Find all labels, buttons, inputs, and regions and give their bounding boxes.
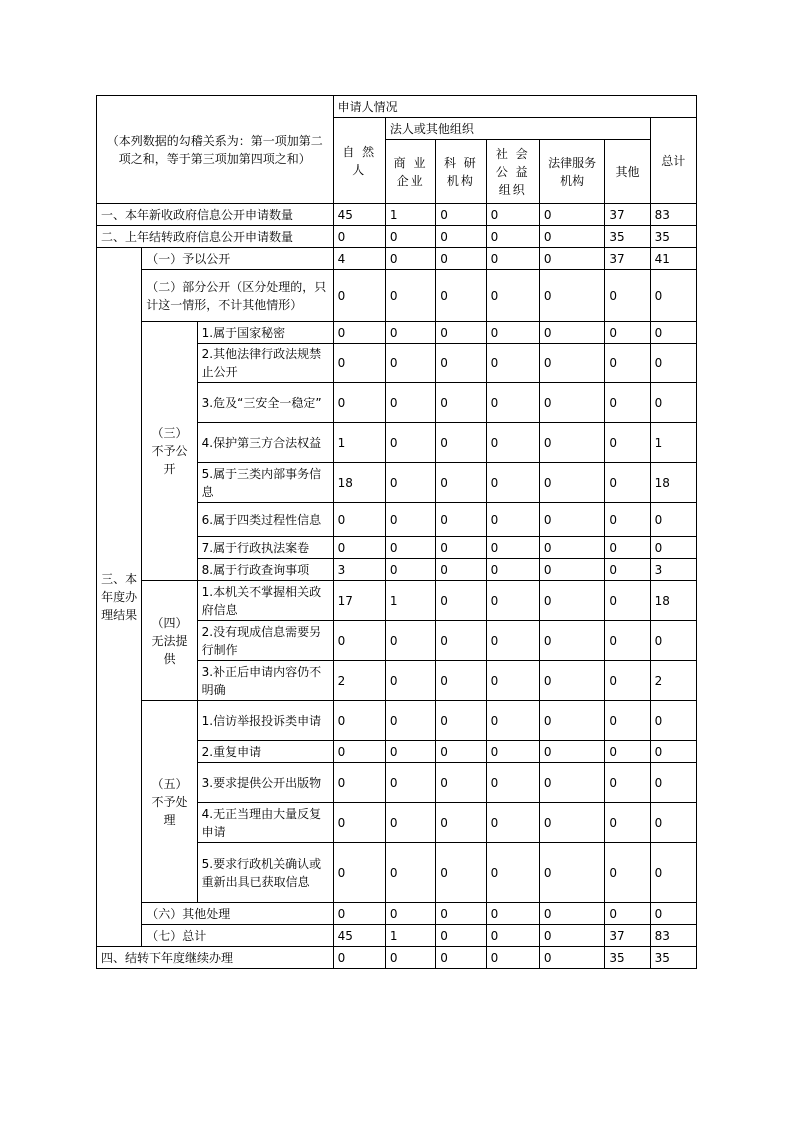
cell-value: 0: [539, 248, 604, 270]
cell-value: 0: [486, 843, 539, 903]
cell-value: 0: [486, 204, 539, 226]
cell-value: 0: [385, 537, 435, 559]
row-label: 四、结转下年度继续办理: [97, 947, 334, 969]
cell-value: 4: [333, 248, 385, 270]
cell-value: 0: [436, 248, 486, 270]
cell-value: 0: [486, 463, 539, 503]
cell-value: 0: [650, 503, 696, 537]
cell-value: 0: [436, 763, 486, 803]
cell-value: 45: [333, 925, 385, 947]
cell-value: 17: [333, 581, 385, 621]
row-label: 5.属于三类内部事务信息: [197, 463, 333, 503]
row-label: 8.属于行政查询事项: [197, 559, 333, 581]
cell-value: 18: [650, 463, 696, 503]
group-label-not-processed: （五）不予处理: [142, 701, 197, 903]
cell-value: 0: [333, 503, 385, 537]
cell-value: 0: [486, 581, 539, 621]
cell-value: 0: [436, 701, 486, 741]
cell-value: 0: [486, 741, 539, 763]
cell-value: 0: [385, 322, 435, 344]
cell-value: 35: [605, 226, 650, 248]
cell-value: 45: [333, 204, 385, 226]
cell-value: 0: [333, 322, 385, 344]
cell-value: 0: [539, 463, 604, 503]
group-label-unable: （四）无法提供: [142, 581, 197, 701]
cell-value: 0: [333, 947, 385, 969]
cell-value: 0: [605, 701, 650, 741]
cell-value: 0: [650, 383, 696, 423]
cell-value: 0: [650, 344, 696, 383]
header-legal-type: 其他: [605, 140, 650, 204]
cell-value: 0: [385, 621, 435, 661]
cell-value: 0: [650, 803, 696, 843]
table-row: [97, 925, 697, 947]
cell-value: 0: [539, 226, 604, 248]
row-label: 4.保护第三方合法权益: [197, 423, 333, 463]
cell-value: 0: [539, 741, 604, 763]
header-note: （本列数据的勾稽关系为：第一项加第二项之和，等于第三项加第四项之和）: [97, 96, 334, 204]
cell-value: 0: [605, 803, 650, 843]
cell-value: 0: [539, 925, 604, 947]
cell-value: 2: [333, 661, 385, 701]
table-row: [97, 947, 697, 969]
cell-value: 0: [385, 701, 435, 741]
cell-value: 18: [650, 581, 696, 621]
cell-value: 0: [650, 537, 696, 559]
cell-value: 18: [333, 463, 385, 503]
cell-value: 0: [436, 581, 486, 621]
row-label: （六）其他处理: [142, 903, 333, 925]
row-label: 7.属于行政执法案卷: [197, 537, 333, 559]
cell-value: 0: [486, 322, 539, 344]
cell-value: 83: [650, 204, 696, 226]
cell-value: 0: [486, 537, 539, 559]
cell-value: 1: [385, 204, 435, 226]
cell-value: 0: [436, 537, 486, 559]
header-legal-type: 社 会 公 益 组织: [486, 140, 539, 204]
cell-value: 2: [650, 661, 696, 701]
cell-value: 1: [385, 925, 435, 947]
header-legal-type: 法律服务机构: [539, 140, 604, 204]
table-row: [97, 903, 697, 925]
row-label: （一）予以公开: [142, 248, 333, 270]
cell-value: 0: [333, 803, 385, 843]
header-legal-type: 商 业 企业: [385, 140, 435, 204]
cell-value: 0: [539, 803, 604, 843]
cell-value: 0: [486, 621, 539, 661]
cell-value: 0: [436, 559, 486, 581]
cell-value: 0: [385, 383, 435, 423]
cell-value: 0: [385, 763, 435, 803]
cell-value: 0: [333, 903, 385, 925]
cell-value: 0: [385, 270, 435, 322]
cell-value: 0: [385, 559, 435, 581]
cell-value: 0: [605, 741, 650, 763]
cell-value: 35: [650, 947, 696, 969]
cell-value: 0: [385, 903, 435, 925]
table-row: [97, 270, 697, 322]
cell-value: 0: [486, 248, 539, 270]
cell-value: 1: [333, 423, 385, 463]
cell-value: 0: [605, 621, 650, 661]
cell-value: 41: [650, 248, 696, 270]
cell-value: 0: [539, 661, 604, 701]
cell-value: 0: [539, 204, 604, 226]
cell-value: 0: [605, 423, 650, 463]
table-row: [97, 204, 697, 226]
cell-value: 0: [333, 344, 385, 383]
cell-value: 0: [605, 503, 650, 537]
cell-value: 0: [650, 621, 696, 661]
cell-value: 0: [385, 226, 435, 248]
header-total: 总计: [650, 118, 696, 204]
cell-value: 0: [486, 503, 539, 537]
cell-value: 0: [605, 903, 650, 925]
cell-value: 0: [436, 741, 486, 763]
cell-value: 83: [650, 925, 696, 947]
cell-value: 3: [650, 559, 696, 581]
cell-value: 0: [436, 344, 486, 383]
cell-value: 0: [605, 322, 650, 344]
cell-value: 0: [539, 843, 604, 903]
row-label: 3.要求提供公开出版物: [197, 763, 333, 803]
cell-value: 0: [539, 503, 604, 537]
cell-value: 0: [385, 248, 435, 270]
cell-value: 0: [333, 270, 385, 322]
cell-value: 0: [436, 925, 486, 947]
cell-value: 0: [650, 322, 696, 344]
cell-value: 0: [539, 383, 604, 423]
cell-value: 0: [436, 621, 486, 661]
cell-value: 0: [650, 270, 696, 322]
cell-value: 0: [486, 226, 539, 248]
cell-value: 0: [436, 204, 486, 226]
cell-value: 0: [486, 763, 539, 803]
cell-value: 0: [333, 537, 385, 559]
cell-value: 0: [333, 383, 385, 423]
cell-value: 0: [605, 344, 650, 383]
cell-value: 0: [539, 423, 604, 463]
cell-value: 0: [539, 322, 604, 344]
cell-value: 0: [486, 661, 539, 701]
cell-value: 0: [436, 463, 486, 503]
row-label: 6.属于四类过程性信息: [197, 503, 333, 537]
cell-value: 0: [605, 463, 650, 503]
cell-value: 0: [486, 344, 539, 383]
cell-value: 0: [539, 621, 604, 661]
cell-value: 0: [605, 763, 650, 803]
cell-value: 0: [436, 383, 486, 423]
cell-value: 35: [605, 947, 650, 969]
cell-value: 0: [539, 344, 604, 383]
table-row: [97, 581, 697, 621]
cell-value: 0: [486, 903, 539, 925]
cell-value: 0: [605, 559, 650, 581]
cell-value: 0: [650, 701, 696, 741]
cell-value: 0: [605, 661, 650, 701]
row-label: 2.重复申请: [197, 741, 333, 763]
cell-value: 0: [539, 763, 604, 803]
table-row: [97, 322, 697, 344]
cell-value: 0: [539, 270, 604, 322]
cell-value: 0: [539, 581, 604, 621]
cell-value: 3: [333, 559, 385, 581]
cell-value: 0: [539, 559, 604, 581]
header-applicant: 申请人情况: [333, 96, 696, 118]
cell-value: 0: [385, 661, 435, 701]
cell-value: 0: [385, 803, 435, 843]
row-label: （七）总计: [142, 925, 333, 947]
cell-value: 0: [539, 701, 604, 741]
cell-value: 0: [605, 581, 650, 621]
cell-value: 0: [486, 701, 539, 741]
row-label: 1.本机关不掌握相关政府信息: [197, 581, 333, 621]
cell-value: 0: [385, 947, 435, 969]
cell-value: 0: [333, 741, 385, 763]
row-label: （二）部分公开（区分处理的，只计这一情形，不计其他情形）: [142, 270, 333, 322]
cell-value: 0: [436, 270, 486, 322]
header-legal-group: 法人或其他组织: [385, 118, 650, 140]
cell-value: 0: [385, 423, 435, 463]
cell-value: 0: [385, 463, 435, 503]
row-label: 4.无正当理由大量反复申请: [197, 803, 333, 843]
cell-value: 0: [385, 344, 435, 383]
statistics-table: [96, 95, 697, 969]
cell-value: 0: [436, 423, 486, 463]
header-natural-person: 自 然 人: [333, 118, 385, 204]
cell-value: 0: [436, 947, 486, 969]
table-row: [97, 701, 697, 741]
cell-value: 0: [486, 947, 539, 969]
cell-value: 37: [605, 204, 650, 226]
header-legal-type: 科 研 机构: [436, 140, 486, 204]
cell-value: 0: [605, 270, 650, 322]
cell-value: 0: [650, 843, 696, 903]
cell-value: 0: [385, 843, 435, 903]
cell-value: 0: [436, 903, 486, 925]
cell-value: 0: [650, 903, 696, 925]
cell-value: 0: [333, 621, 385, 661]
row-label: 5.要求行政机关确认或重新出具已获取信息: [197, 843, 333, 903]
row-label: 3.补正后申请内容仍不明确: [197, 661, 333, 701]
cell-value: 35: [650, 226, 696, 248]
row-label: 一、本年新收政府信息公开申请数量: [97, 204, 334, 226]
cell-value: 0: [486, 270, 539, 322]
cell-value: 0: [486, 803, 539, 843]
cell-value: 0: [436, 843, 486, 903]
cell-value: 0: [333, 226, 385, 248]
cell-value: 0: [605, 383, 650, 423]
cell-value: 0: [486, 925, 539, 947]
row-label: 3.危及“三安全一稳定”: [197, 383, 333, 423]
cell-value: 0: [436, 322, 486, 344]
table-row: [97, 226, 697, 248]
row-label: 2.其他法律行政法规禁止公开: [197, 344, 333, 383]
cell-value: 1: [385, 581, 435, 621]
cell-value: 0: [605, 843, 650, 903]
cell-value: 37: [605, 248, 650, 270]
cell-value: 0: [539, 903, 604, 925]
cell-value: 0: [333, 763, 385, 803]
cell-value: 0: [486, 423, 539, 463]
row-label: 2.没有现成信息需要另行制作: [197, 621, 333, 661]
table-row: [97, 248, 697, 270]
cell-value: 0: [539, 947, 604, 969]
cell-value: 0: [436, 503, 486, 537]
cell-value: 0: [436, 803, 486, 843]
cell-value: 0: [650, 741, 696, 763]
row-label: 1.属于国家秘密: [197, 322, 333, 344]
cell-value: 0: [436, 226, 486, 248]
cell-value: 0: [650, 763, 696, 803]
cell-value: 0: [539, 537, 604, 559]
cell-value: 0: [333, 701, 385, 741]
cell-value: 0: [333, 843, 385, 903]
cell-value: 0: [605, 537, 650, 559]
row-label: 二、上年结转政府信息公开申请数量: [97, 226, 334, 248]
group-label-not-disclosed: （三）不予公开: [142, 322, 197, 581]
cell-value: 37: [605, 925, 650, 947]
cell-value: 0: [486, 559, 539, 581]
cell-value: 0: [436, 661, 486, 701]
cell-value: 0: [486, 383, 539, 423]
row-label: 1.信访举报投诉类申请: [197, 701, 333, 741]
cell-value: 0: [385, 503, 435, 537]
cell-value: 1: [650, 423, 696, 463]
group-label-results: 三、本年度办理结果: [97, 248, 142, 947]
cell-value: 0: [385, 741, 435, 763]
